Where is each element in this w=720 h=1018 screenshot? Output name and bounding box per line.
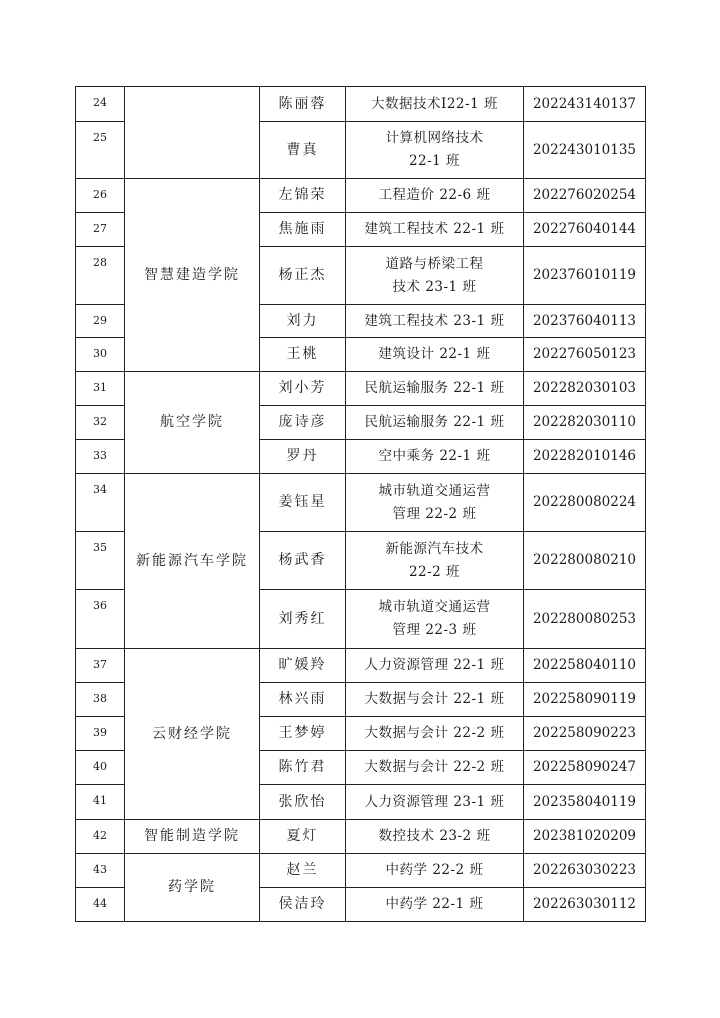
class-name: 中药学 22-1 班: [346, 888, 524, 922]
class-name: 建筑设计 22-1 班: [346, 338, 524, 372]
student-id: 202376040113: [524, 305, 646, 338]
class-name: 城市轨道交通运营 管理 22-3 班: [346, 590, 524, 649]
class-name: 中药学 22-2 班: [346, 854, 524, 888]
row-number: 35: [76, 532, 125, 590]
student-name: 刘秀红: [260, 590, 346, 649]
student-id: 202243140137: [524, 87, 646, 122]
row-number: 38: [76, 683, 125, 717]
college-cell: 智慧建造学院: [125, 179, 260, 372]
row-number: 27: [76, 213, 125, 247]
student-id: 202276040144: [524, 213, 646, 247]
student-id: 202280080210: [524, 532, 646, 590]
student-id: 202381020209: [524, 820, 646, 854]
college-cell: 药学院: [125, 854, 260, 922]
student-id: 202243010135: [524, 122, 646, 179]
class-name: 数控技术 23-2 班: [346, 820, 524, 854]
class-name: 民航运输服务 22-1 班: [346, 372, 524, 406]
student-name: 张欣怡: [260, 785, 346, 820]
student-id: 202263030223: [524, 854, 646, 888]
class-name: 工程造价 22-6 班: [346, 179, 524, 213]
row-number: 39: [76, 717, 125, 751]
student-name: 罗丹: [260, 440, 346, 474]
table-row: [76, 474, 646, 532]
student-name: 杨正杰: [260, 247, 346, 305]
class-name: 大数据与会计 22-1 班: [346, 683, 524, 717]
student-id: 202258090247: [524, 751, 646, 785]
table-row: [76, 649, 646, 683]
class-name: 民航运输服务 22-1 班: [346, 406, 524, 440]
class-name: 大数据与会计 22-2 班: [346, 717, 524, 751]
student-id: 202276020254: [524, 179, 646, 213]
row-number: 25: [76, 122, 125, 179]
row-number: 42: [76, 820, 125, 854]
student-name: 夏灯: [260, 820, 346, 854]
row-number: 37: [76, 649, 125, 683]
college-cell: 云财经学院: [125, 649, 260, 820]
table-row: [76, 820, 646, 854]
student-id: 202280080224: [524, 474, 646, 532]
student-id: 202258040110: [524, 649, 646, 683]
student-name: 左锦荣: [260, 179, 346, 213]
student-name: 林兴雨: [260, 683, 346, 717]
row-number: 26: [76, 179, 125, 213]
row-number: 32: [76, 406, 125, 440]
student-name: 焦施雨: [260, 213, 346, 247]
student-name: 陈丽蓉: [260, 87, 346, 122]
student-id: 202376010119: [524, 247, 646, 305]
class-name: 大数据与会计 22-2 班: [346, 751, 524, 785]
student-name: 庞诗彦: [260, 406, 346, 440]
student-name: 陈竹君: [260, 751, 346, 785]
student-id: 202258090223: [524, 717, 646, 751]
row-number: 44: [76, 888, 125, 922]
class-name: 计算机网络技术 22-1 班: [346, 122, 524, 179]
row-number: 24: [76, 87, 125, 122]
student-name: 刘小芳: [260, 372, 346, 406]
student-id: 202280080253: [524, 590, 646, 649]
class-name: 人力资源管理 23-1 班: [346, 785, 524, 820]
table-row: [76, 179, 646, 213]
class-name: 人力资源管理 22-1 班: [346, 649, 524, 683]
row-number: 40: [76, 751, 125, 785]
college-cell: 智能制造学院: [125, 820, 260, 854]
college-cell: 新能源汽车学院: [125, 474, 260, 649]
row-number: 41: [76, 785, 125, 820]
table-row: [76, 87, 646, 122]
row-number: 31: [76, 372, 125, 406]
table-row: [76, 854, 646, 888]
student-name: 王桃: [260, 338, 346, 372]
student-id: 202282030103: [524, 372, 646, 406]
row-number: 29: [76, 305, 125, 338]
row-number: 36: [76, 590, 125, 649]
class-name: 城市轨道交通运营 管理 22-2 班: [346, 474, 524, 532]
college-cell: [125, 87, 260, 179]
student-name: 杨武香: [260, 532, 346, 590]
row-number: 43: [76, 854, 125, 888]
class-name: 建筑工程技术 23-1 班: [346, 305, 524, 338]
student-id: 202358040119: [524, 785, 646, 820]
student-roster-table: [75, 86, 646, 922]
class-name: 空中乘务 22-1 班: [346, 440, 524, 474]
student-name: 刘力: [260, 305, 346, 338]
student-name: 旷媛羚: [260, 649, 346, 683]
row-number: 28: [76, 247, 125, 305]
student-name: 曹真: [260, 122, 346, 179]
student-id: 202258090119: [524, 683, 646, 717]
student-id: 202282010146: [524, 440, 646, 474]
class-name: 道路与桥梁工程 技术 23-1 班: [346, 247, 524, 305]
student-id: 202276050123: [524, 338, 646, 372]
class-name: 新能源汽车技术 22-2 班: [346, 532, 524, 590]
row-number: 34: [76, 474, 125, 532]
student-name: 姜钰星: [260, 474, 346, 532]
student-id: 202282030110: [524, 406, 646, 440]
class-name: 建筑工程技术 22-1 班: [346, 213, 524, 247]
table-row: [76, 372, 646, 406]
student-name: 王梦婷: [260, 717, 346, 751]
student-name: 赵兰: [260, 854, 346, 888]
row-number: 33: [76, 440, 125, 474]
college-cell: 航空学院: [125, 372, 260, 474]
student-id: 202263030112: [524, 888, 646, 922]
student-name: 侯洁玲: [260, 888, 346, 922]
row-number: 30: [76, 338, 125, 372]
class-name: 大数据技术Ⅰ22-1 班: [346, 87, 524, 122]
